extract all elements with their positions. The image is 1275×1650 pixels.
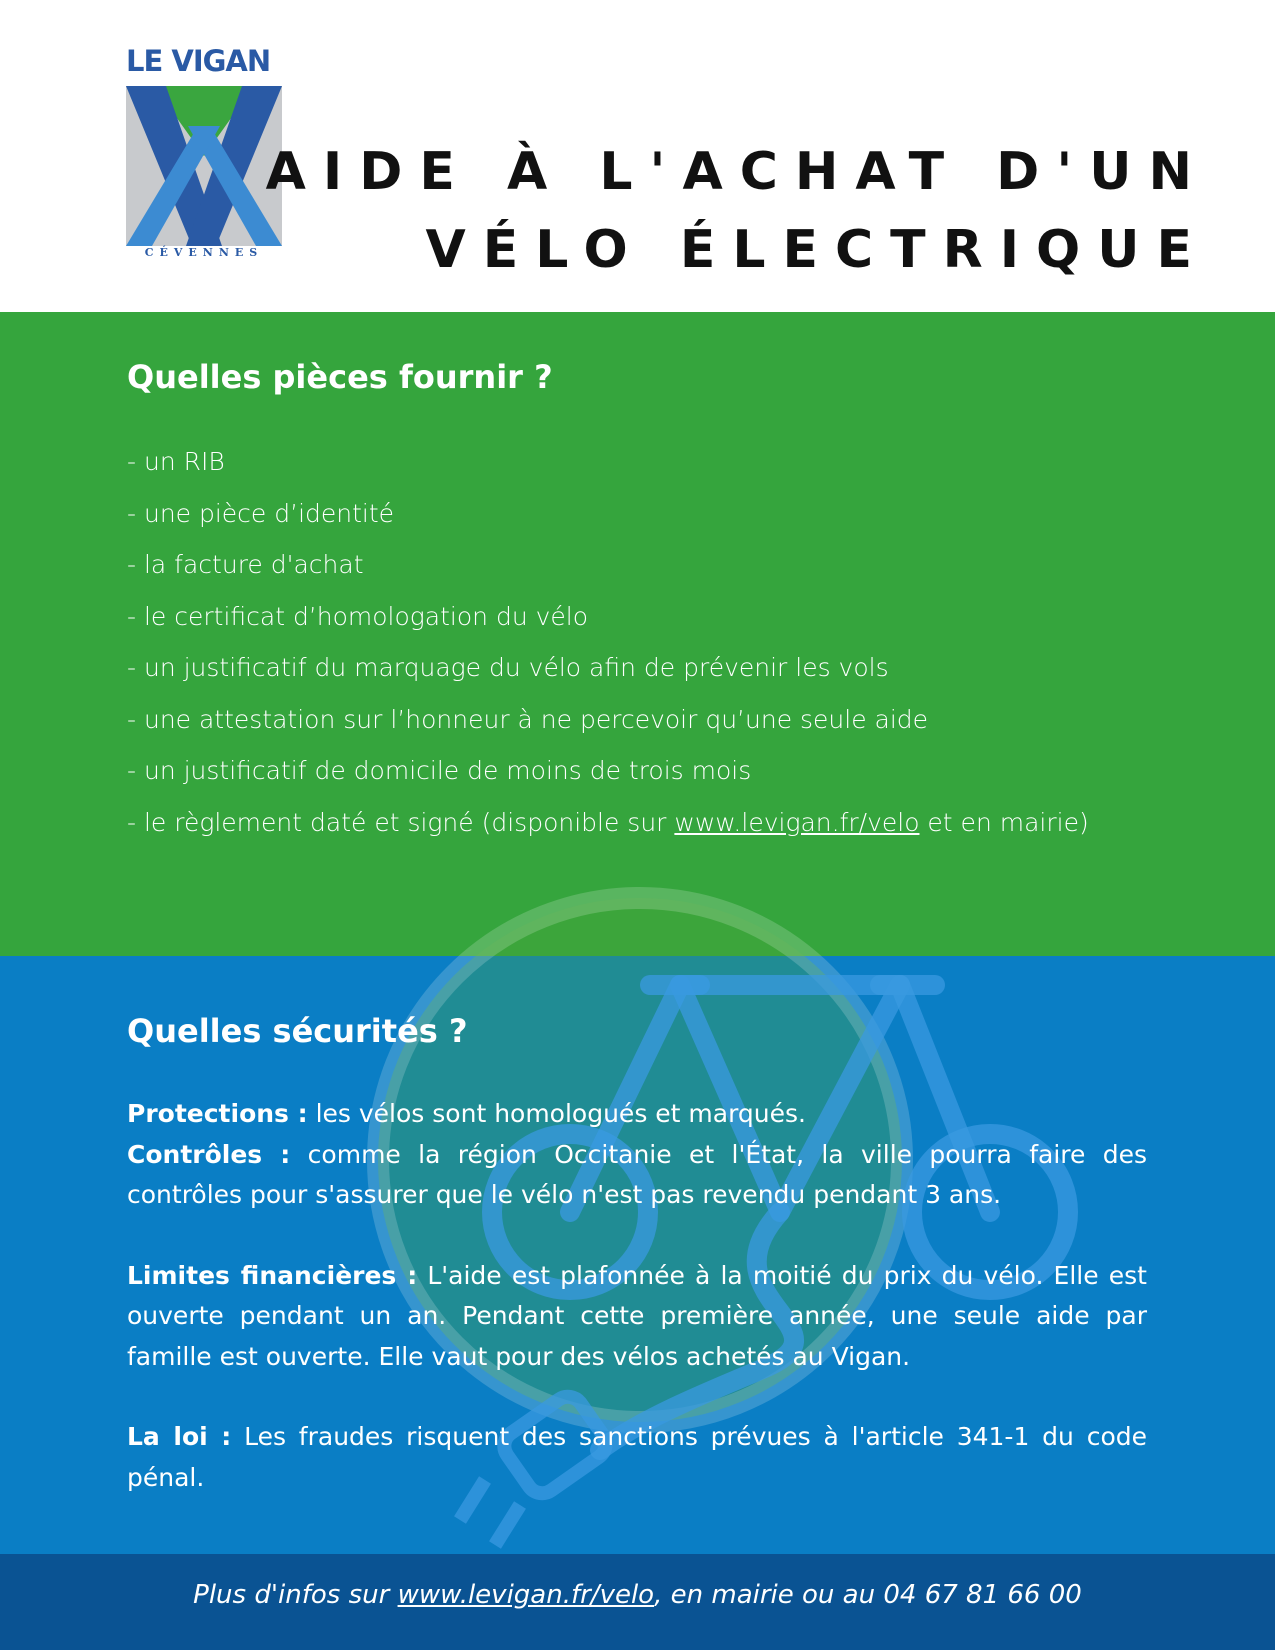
protections-label: Protections : bbox=[127, 1099, 308, 1128]
reglement-suffix: et en mairie) bbox=[919, 807, 1089, 837]
page-title bbox=[266, 133, 1209, 289]
loi-text: Les fraudes risquent des sanctions prévues à l'article 341-1 du code pénal. bbox=[127, 1422, 1147, 1492]
le-vigan-logo bbox=[126, 44, 282, 264]
pieces-list bbox=[127, 436, 1147, 848]
securites-heading: Quelles sécurités ? bbox=[127, 1012, 468, 1050]
list-item: - une pièce d’identité bbox=[127, 498, 395, 528]
controles-label: Contrôles : bbox=[127, 1139, 291, 1169]
list-item: - le certificat d’homologation du vélo bbox=[127, 601, 589, 631]
footer-contact: , en mairie ou au 04 67 81 66 00 bbox=[654, 1580, 1082, 1610]
title-line-2: VÉLO ÉLECTRIQUE bbox=[425, 219, 1209, 280]
list-item: - une attestation sur l’honneur à ne percevoir qu’une seule aide bbox=[127, 704, 929, 734]
limites-text: L'aide est plafonnée à la moitié du prix du vélo. Elle est ouverte pendant un an. Pendant cette première année, une seule aide par famille est ouverte. Elle vaut pour des vélos achetés au Vigan. bbox=[127, 1260, 1147, 1371]
limites-label: Limites financières : bbox=[127, 1260, 418, 1290]
pieces-heading: Quelles pièces fournir ? bbox=[127, 358, 553, 396]
logo-wordmark: LE VIGAN bbox=[126, 44, 271, 78]
list-item: - un justificatif du marquage du vélo afin de prévenir les vols bbox=[127, 653, 889, 682]
reglement-text: - le règlement daté et signé (disponible sur bbox=[127, 807, 675, 837]
list-item-reglement bbox=[127, 797, 1147, 849]
footer-info bbox=[0, 1580, 1275, 1610]
loi-paragraph bbox=[127, 1417, 1147, 1498]
footer-text: Plus d'infos sur bbox=[193, 1580, 398, 1610]
protections-text: les vélos sont homologués et marqués. bbox=[307, 1099, 806, 1128]
list-item: - un RIB bbox=[127, 447, 225, 476]
footer-link[interactable]: www.levigan.fr/velo bbox=[397, 1580, 655, 1610]
protections-paragraph bbox=[127, 1094, 1147, 1135]
reglement-link[interactable]: www.levigan.fr/velo bbox=[674, 807, 920, 837]
pieces-section bbox=[127, 358, 1147, 848]
list-item: - la facture d'achat bbox=[127, 550, 364, 579]
securites-section bbox=[127, 1012, 1147, 1498]
limites-paragraph bbox=[127, 1256, 1147, 1378]
logo-v-emblem-icon bbox=[126, 86, 282, 246]
title-line-1: AIDE À L'ACHAT D'UN bbox=[265, 141, 1209, 202]
loi-label: La loi : bbox=[127, 1422, 232, 1451]
controles-paragraph bbox=[127, 1135, 1147, 1216]
list-item: - un justificatif de domicile de moins de trois mois bbox=[127, 756, 752, 785]
header bbox=[0, 0, 1275, 312]
logo-subtitle: CÉVENNES bbox=[144, 246, 264, 259]
controles-text: comme la région Occitanie et l'État, la ville pourra faire des contrôles pour s'assurer que le vélo n'est pas revendu pendant 3 ans. bbox=[127, 1139, 1148, 1209]
